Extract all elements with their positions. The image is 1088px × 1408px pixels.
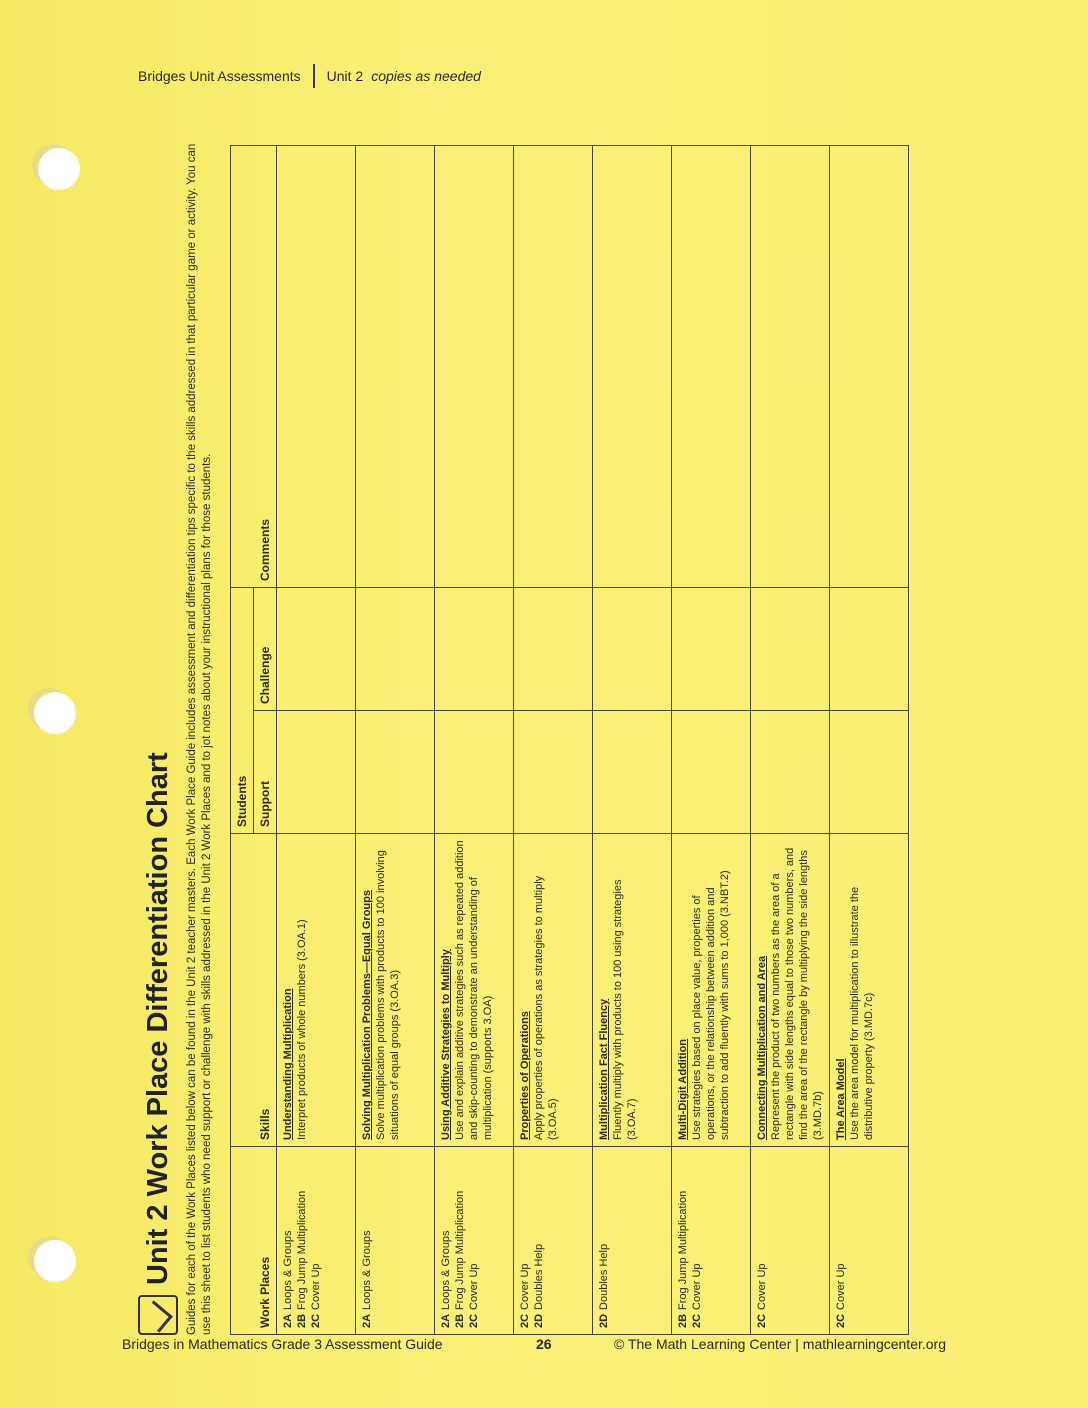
- support-cell[interactable]: [751, 711, 830, 834]
- skills-cell: [672, 834, 751, 1147]
- header-students: Students: [231, 588, 254, 834]
- header-copies: copies as needed: [371, 68, 481, 84]
- header-skills: Skills: [231, 834, 277, 1147]
- footer-left: Bridges in Mathematics Grade 3 Assessment Guide: [122, 1336, 443, 1352]
- skill-title: Properties of Operations: [519, 1011, 531, 1140]
- differentiation-table: [230, 145, 909, 1335]
- work-place-name: Cover Up: [756, 1263, 768, 1310]
- work-place-item: [597, 1153, 611, 1328]
- work-place-item: [295, 1153, 309, 1328]
- skill-description: Apply properties of operations as strategies to multiply (3.OA.5): [533, 875, 559, 1140]
- work-place-code: 2C: [756, 1313, 768, 1328]
- challenge-cell[interactable]: [830, 588, 909, 711]
- footer-right: © The Math Learning Center | mathlearningcenter.org: [614, 1336, 946, 1352]
- work-place-name: Cover Up: [519, 1263, 531, 1310]
- checklist-icon: [138, 1295, 178, 1335]
- header-challenge: Challenge: [254, 588, 277, 711]
- skills-cell: [356, 834, 435, 1147]
- work-place-item: [834, 1153, 848, 1328]
- skill-description: Use the area model for multiplication to illustrate the distributive property (3.MD.7c): [849, 886, 875, 1140]
- work-place-code: 2D: [598, 1313, 610, 1328]
- skill-title: Multiplication Fact Fluency: [598, 998, 610, 1140]
- support-cell[interactable]: [830, 711, 909, 834]
- work-place-item: [439, 1153, 453, 1328]
- work-place-item: [690, 1153, 704, 1328]
- support-cell[interactable]: [277, 711, 356, 834]
- work-place-code: 2A: [282, 1313, 294, 1328]
- work-place-code: 2C: [691, 1313, 703, 1328]
- skill-title: The Area Model: [835, 1058, 847, 1140]
- page-header: [138, 64, 481, 88]
- work-place-item: [309, 1153, 323, 1328]
- skills-cell: [830, 834, 909, 1147]
- work-place-code: 2A: [361, 1313, 373, 1328]
- table-row: [277, 146, 356, 1335]
- skill-description: Represent the product of two numbers as the area of a rectangle with side lengths equal to those two numbers, and find the area of the rectangle by multiplying the side lengths (3.MD.7b): [770, 847, 824, 1140]
- challenge-cell[interactable]: [593, 588, 672, 711]
- support-cell[interactable]: [593, 711, 672, 834]
- work-place-code: 2A: [440, 1313, 452, 1328]
- comments-cell[interactable]: [593, 146, 672, 588]
- skill-title: Understanding Multiplication: [282, 988, 294, 1140]
- comments-cell[interactable]: [751, 146, 830, 588]
- work-places-cell: [277, 1147, 356, 1335]
- challenge-cell[interactable]: [435, 588, 514, 711]
- skills-cell: [514, 834, 593, 1147]
- work-place-name: Loops & Groups: [282, 1230, 294, 1310]
- table-row: [593, 146, 672, 1335]
- header-separator: [313, 64, 315, 88]
- punch-hole-middle: [34, 692, 76, 734]
- work-place-item: [532, 1153, 546, 1328]
- work-places-cell: [356, 1147, 435, 1335]
- skill-title: Multi-Digit Addition: [677, 1038, 689, 1140]
- work-place-name: Cover Up: [310, 1263, 322, 1310]
- work-place-code: 2C: [519, 1313, 531, 1328]
- work-place-name: Frog Jump Multiplication: [677, 1190, 689, 1310]
- challenge-cell[interactable]: [514, 588, 593, 711]
- work-place-name: Loops & Groups: [440, 1230, 452, 1310]
- title-row: [135, 752, 181, 1335]
- comments-cell[interactable]: [830, 146, 909, 588]
- work-place-code: 2D: [533, 1313, 545, 1328]
- challenge-cell[interactable]: [277, 588, 356, 711]
- header-work-places: Work Places: [231, 1147, 277, 1335]
- header-comments: Comments: [231, 146, 277, 588]
- comments-cell[interactable]: [672, 146, 751, 588]
- work-places-cell: [751, 1147, 830, 1335]
- table-row: [672, 146, 751, 1335]
- skill-title: Using Additive Strategies to Multiply: [440, 949, 452, 1140]
- work-place-name: Frog Jump Multiplication: [454, 1190, 466, 1310]
- work-places-cell: [514, 1147, 593, 1335]
- challenge-cell[interactable]: [356, 588, 435, 711]
- work-places-cell: [830, 1147, 909, 1335]
- work-place-name: Cover Up: [835, 1263, 847, 1310]
- comments-cell[interactable]: [277, 146, 356, 588]
- work-place-name: Doubles Help: [598, 1243, 610, 1310]
- intro-text: Guides for each of the Work Places listed below can be found in the Unit 2 teacher masters. Each Work Place Guide includes assessment and differentiation tips specific to the skills addressed in that particular game or activity. You can use this sheet to list students who need support or challenge with skills addressed in the Unit 2 Work Places and to jot notes about your instructional plans for those students.: [186, 143, 213, 1335]
- skill-title: Solving Multiplication Problems—Equal Groups: [361, 890, 373, 1140]
- work-place-code: 2C: [310, 1313, 322, 1328]
- work-place-code: 2C: [468, 1313, 480, 1328]
- work-place-item: [281, 1153, 295, 1328]
- support-cell[interactable]: [514, 711, 593, 834]
- work-place-code: 2B: [677, 1313, 689, 1328]
- work-place-item: [518, 1153, 532, 1328]
- work-place-name: Cover Up: [691, 1263, 703, 1310]
- skills-cell: [435, 834, 514, 1147]
- work-place-item: [453, 1153, 467, 1328]
- work-place-name: Cover Up: [468, 1263, 480, 1310]
- table-row: [751, 146, 830, 1335]
- page-title: Unit 2 Work Place Differentiation Chart: [141, 752, 174, 1285]
- challenge-cell[interactable]: [751, 588, 830, 711]
- skill-description: Fluently multiply with products to 100 using strategies (3.OA.7): [612, 879, 638, 1140]
- table-row: [356, 146, 435, 1335]
- work-place-item: [755, 1153, 769, 1328]
- table-row: [514, 146, 593, 1335]
- support-cell[interactable]: [356, 711, 435, 834]
- skill-description: Use strategies based on place value, properties of operations, or the relationship between addition and subtraction to add fluently with sums to 1,000 (3.NBT.2): [691, 870, 731, 1140]
- skill-description: Solve multiplication problems with products to 100 involving situations of equal groups (3.OA.3): [375, 850, 401, 1140]
- work-place-code: 2B: [454, 1313, 466, 1328]
- work-place-item: [360, 1153, 374, 1328]
- rotated-content: [135, 115, 980, 1335]
- work-places-cell: [672, 1147, 751, 1335]
- work-place-name: Loops & Groups: [361, 1230, 373, 1310]
- skills-cell: [593, 834, 672, 1147]
- skill-description: Interpret products of whole numbers (3.OA.1): [296, 919, 308, 1140]
- header-support: Support: [254, 711, 277, 834]
- skill-description: Use and explain additive strategies such as repeated addition and skip-counting to demonstrate an understanding of multiplication (supports 3.OA): [454, 840, 494, 1140]
- comments-cell[interactable]: [514, 146, 593, 588]
- header-unit: Unit 2: [326, 68, 364, 84]
- work-places-cell: [435, 1147, 514, 1335]
- table-row: [435, 146, 514, 1335]
- support-cell[interactable]: [672, 711, 751, 834]
- work-place-code: 2C: [835, 1313, 847, 1328]
- header-left: Bridges Unit Assessments: [138, 68, 301, 84]
- page-number: 26: [536, 1336, 552, 1352]
- challenge-cell[interactable]: [672, 588, 751, 711]
- support-cell[interactable]: [435, 711, 514, 834]
- comments-cell[interactable]: [356, 146, 435, 588]
- skills-cell: [751, 834, 830, 1147]
- punch-hole-bottom: [34, 1240, 76, 1282]
- table-row: [830, 146, 909, 1335]
- work-place-name: Doubles Help: [533, 1243, 545, 1310]
- work-place-item: [676, 1153, 690, 1328]
- skill-title: Connecting Multiplication and Area: [756, 955, 768, 1140]
- comments-cell[interactable]: [435, 146, 514, 588]
- skills-cell: [277, 834, 356, 1147]
- work-places-cell: [593, 1147, 672, 1335]
- work-place-name: Frog Jump Multiplication: [296, 1190, 308, 1310]
- work-place-item: [467, 1153, 481, 1328]
- punch-hole-top: [38, 148, 80, 190]
- work-place-code: 2B: [296, 1313, 308, 1328]
